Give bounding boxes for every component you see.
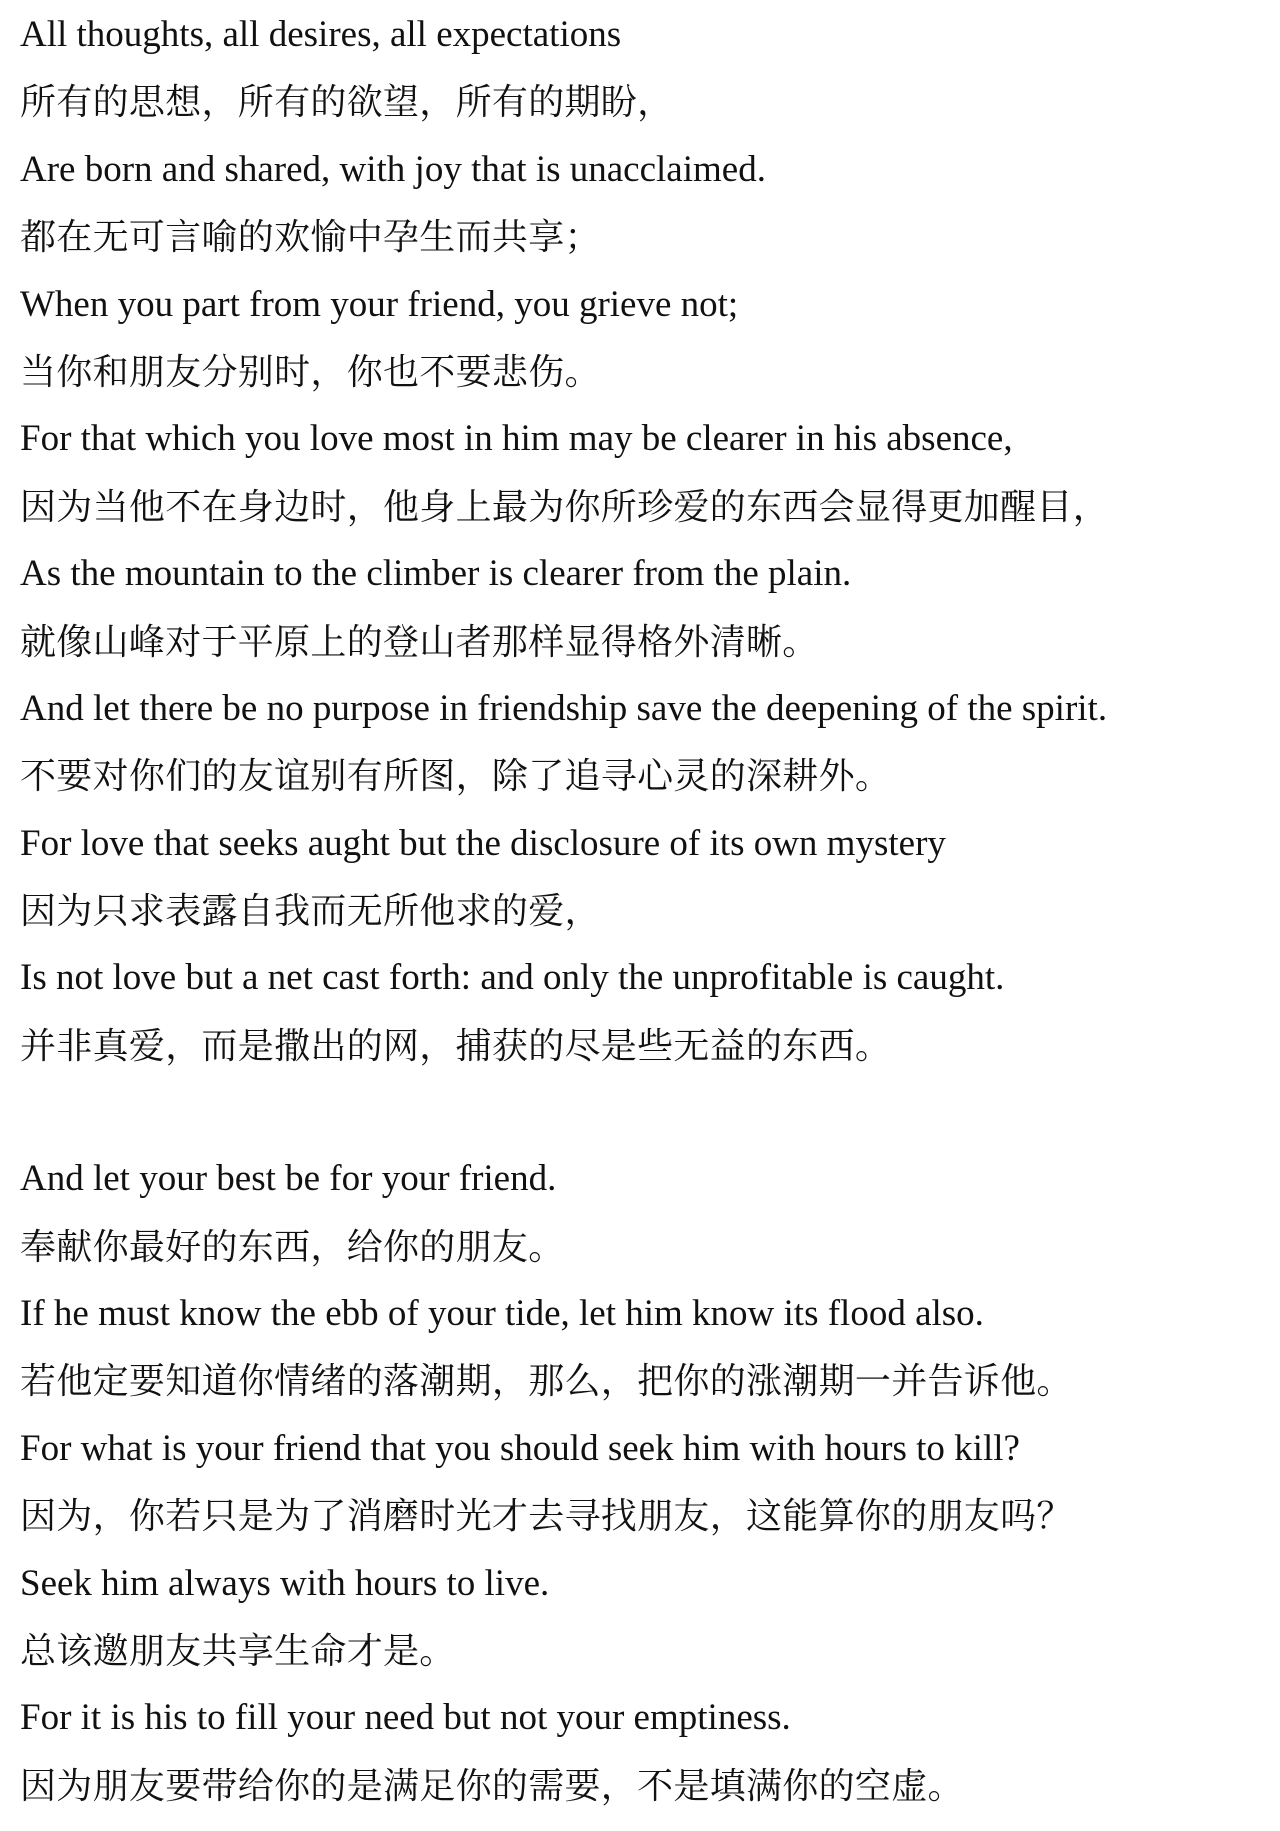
english-line: Seek him always with hours to live. [20, 1562, 550, 1604]
chinese-line: 因为当他不在身边时，他身上最为你所珍爱的东西会显得更加醒目， [20, 486, 1110, 527]
english-line: And let there be no purpose in friendship save the deepening of the spirit. [20, 687, 1108, 729]
english-line: When you part from your friend, you grieve not; [20, 283, 739, 325]
english-line: For love that seeks aught but the disclosure of its own mystery [20, 822, 946, 864]
english-line: If he must know the ebb of your tide, let him know its flood also. [20, 1293, 984, 1335]
chinese-line: 因为只求表露自我而无所他求的爱， [20, 891, 601, 932]
chinese-line: 所有的思想，所有的欲望，所有的期盼， [20, 82, 674, 123]
chinese-line: 奉献你最好的东西，给你的朋友。 [20, 1226, 565, 1267]
english-line: Is not love but a net cast forth: and only the unprofitable is caught. [20, 957, 1005, 999]
chinese-line: 若他定要知道你情绪的落潮期，那么，把你的涨潮期一并告诉他。 [20, 1361, 1073, 1402]
english-line: For that which you love most in him may be clearer in his absence, [20, 418, 1013, 460]
stanza-1 [20, 13, 1270, 1091]
bilingual-poem-document [20, 13, 1270, 1831]
chinese-line: 都在无可言喻的欢愉中孕生而共享； [20, 217, 601, 258]
stanza-divider [20, 1091, 1270, 1157]
english-line: As the mountain to the climber is clearer from the plain. [20, 553, 852, 595]
chinese-line: 当你和朋友分别时，你也不要悲伤。 [20, 351, 601, 392]
english-line: All thoughts, all desires, all expectations [20, 14, 622, 55]
chinese-line: 并非真爱，而是撒出的网，捕获的尽是些无益的东西。 [20, 1025, 892, 1066]
chinese-line: 因为，你若只是为了消磨时光才去寻找朋友，这能算你的朋友吗？ [20, 1496, 1073, 1537]
english-line: For it is his to fill your need but not your emptiness. [20, 1697, 791, 1739]
chinese-line: 不要对你们的友谊别有所图，除了追寻心灵的深耕外。 [20, 756, 892, 797]
chinese-line: 就像山峰对于平原上的登山者那样显得格外清晰。 [20, 621, 819, 662]
english-line: For what is your friend that you should seek him with hours to kill? [20, 1427, 1020, 1469]
chinese-line: 因为朋友要带给你的是满足你的需要，不是填满你的空虚。 [20, 1765, 964, 1806]
stanza-2 [20, 1157, 1270, 1831]
english-line: And let your best be for your friend. [20, 1158, 557, 1200]
english-line: Are born and shared, with joy that is unacclaimed. [20, 148, 766, 190]
chinese-line: 总该邀朋友共享生命才是。 [20, 1630, 456, 1671]
